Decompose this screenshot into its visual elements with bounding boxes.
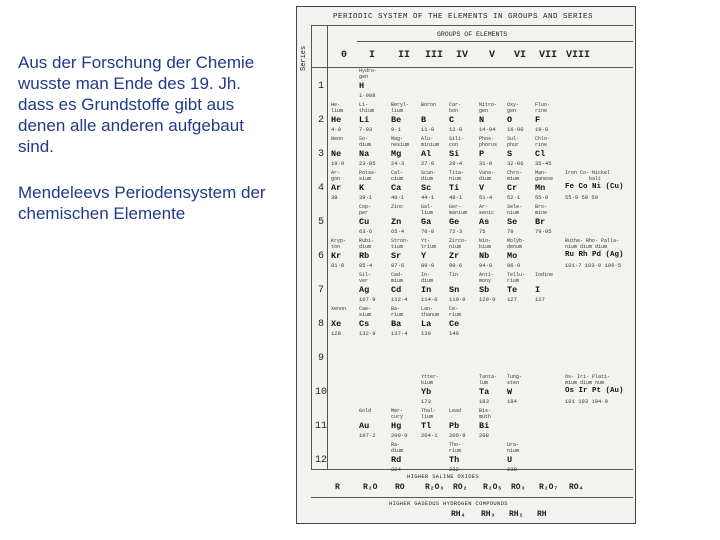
element-weight: 65·4 <box>391 228 405 235</box>
element-symbol: Ne <box>331 149 342 159</box>
element-name: Thal- lium <box>421 408 437 420</box>
element-name: Gold <box>359 408 372 414</box>
group8-symbols: Ru Rh Pd (Ag) <box>565 251 624 259</box>
element-name: Bro- mine <box>535 204 548 216</box>
element-weight: 35·45 <box>535 160 552 167</box>
element-weight: 85·4 <box>359 262 373 269</box>
element-symbol: Mo <box>507 251 518 261</box>
element-symbol: S <box>507 149 513 159</box>
element-symbol: Te <box>507 285 518 295</box>
element-symbol: V <box>479 183 485 193</box>
element-weight: 96·0 <box>507 262 521 269</box>
element-weight: 139 <box>421 330 431 337</box>
element-weight: 232 <box>449 466 459 473</box>
caption-paragraph: Mendeleevs Periodensystem der chemischen Elemente <box>18 183 266 223</box>
element-name: So- dium <box>359 136 372 148</box>
element-name: Yt- trium <box>421 238 437 250</box>
element-weight: 63·6 <box>359 228 373 235</box>
element-name: Mag- nesium <box>391 136 410 148</box>
element-name: Sili- con <box>449 136 465 148</box>
element-symbol: U <box>507 455 513 465</box>
element-symbol: K <box>359 183 365 193</box>
element-symbol: Zr <box>449 251 460 261</box>
element-symbol: Bi <box>479 421 490 431</box>
element-weight: 137·4 <box>391 330 408 337</box>
oxide-formula: R₂O₇ <box>539 483 559 492</box>
element-weight: 19·0 <box>535 126 549 133</box>
element-symbol: Cd <box>391 285 402 295</box>
element-weight: 224 <box>391 466 401 473</box>
element-symbol: Cs <box>359 319 370 329</box>
element-weight: 79·95 <box>535 228 552 235</box>
group8-weights: 191 193 194·9 <box>565 398 608 405</box>
element-symbol: H <box>359 81 365 91</box>
hydride-formula: RH <box>537 510 547 519</box>
series-vertical-label: Series <box>300 45 308 71</box>
element-name: Iodine <box>535 272 554 278</box>
element-weight: 79 <box>507 228 514 235</box>
table-title: PERIODIC SYSTEM OF THE ELEMENTS IN GROUPS AND SERIES <box>333 13 594 21</box>
hydride-formula: RH₃ <box>481 510 496 519</box>
element-weight: 72·3 <box>449 228 463 235</box>
element-symbol: Xe <box>331 319 342 329</box>
element-name: Ger- manium <box>449 204 468 216</box>
element-name: Stron- tium <box>391 238 410 250</box>
element-symbol: Cu <box>359 217 370 227</box>
oxide-formula: RO₄ <box>569 483 584 492</box>
element-weight: 14·04 <box>479 126 496 133</box>
element-weight: 127 <box>507 296 517 303</box>
element-weight: 23·05 <box>359 160 376 167</box>
series-number-3: 3 <box>317 149 324 160</box>
element-symbol: Ce <box>449 319 460 329</box>
element-weight: 184 <box>507 398 517 405</box>
element-symbol: W <box>507 387 513 397</box>
hydrogen-caption: HIGHER GASEOUS HYDROGEN COMPOUNDS <box>389 500 508 507</box>
series-number-9: 9 <box>317 353 324 364</box>
element-symbol: Al <box>421 149 432 159</box>
element-symbol: Hg <box>391 421 402 431</box>
element-weight: 24·3 <box>391 160 405 167</box>
element-symbol: Ag <box>359 285 370 295</box>
element-symbol: F <box>535 115 541 125</box>
element-weight: 70·0 <box>421 228 435 235</box>
element-name: Tanta- lum <box>479 374 498 386</box>
group-header-II: II <box>397 50 410 61</box>
group8-symbols: Os Ir Pt (Au) <box>565 387 624 395</box>
element-symbol: Pb <box>449 421 460 431</box>
element-name: Oxy- gen <box>507 102 520 114</box>
group-header-0: 0 <box>340 50 347 61</box>
element-name: Lan- thanum <box>421 306 440 318</box>
oxide-formula: RO₃ <box>511 483 526 492</box>
group-header-IV: IV <box>455 50 468 61</box>
element-weight: 1·008 <box>359 92 376 99</box>
element-weight: 28·4 <box>449 160 463 167</box>
element-name: Sele- nium <box>507 204 523 216</box>
element-weight: 51·4 <box>479 194 493 201</box>
element-symbol: Se <box>507 217 518 227</box>
element-name: Chlo- rine <box>535 136 551 148</box>
element-weight: 128 <box>331 330 341 337</box>
element-weight: 44·1 <box>421 194 435 201</box>
element-name: Mer- cury <box>391 408 404 420</box>
group8-names: Iron Co- Nickel balt <box>565 170 611 182</box>
element-weight: 208 <box>479 432 489 439</box>
element-weight: 140 <box>449 330 459 337</box>
groups-header: GROUPS OF ELEMENTS <box>437 31 508 38</box>
element-weight: 11·0 <box>421 126 435 133</box>
hydride-formula: RH₂ <box>509 510 524 519</box>
element-symbol: Tl <box>421 421 432 431</box>
element-name: Potas- sium <box>359 170 378 182</box>
element-weight: 119·0 <box>449 296 466 303</box>
group8-names: Ruthe- Rho- Palla- nium dium dium <box>565 238 620 250</box>
element-symbol: In <box>421 285 432 295</box>
element-weight: 114·0 <box>421 296 438 303</box>
element-weight: 120·0 <box>479 296 496 303</box>
element-name: Neon <box>331 136 344 142</box>
series-number-4: 4 <box>317 183 324 194</box>
element-name: Lead <box>449 408 462 414</box>
element-name: Sil- ver <box>359 272 372 284</box>
element-weight: 31·0 <box>479 160 493 167</box>
element-symbol: As <box>479 217 490 227</box>
element-name: Tellu- rium <box>507 272 526 284</box>
element-name: Ura- nium <box>507 442 520 454</box>
element-name: Nitro- gen <box>479 102 498 114</box>
series-number-1: 1 <box>317 81 324 92</box>
series-number-7: 7 <box>317 285 324 296</box>
grid-line-left <box>311 25 312 469</box>
oxide-formula: RO₂ <box>453 483 468 492</box>
element-name: Ytter- bium <box>421 374 440 386</box>
element-weight: 89·0 <box>421 262 435 269</box>
element-symbol: Au <box>359 421 370 431</box>
element-name: Ar- gon <box>331 170 341 182</box>
element-symbol: Si <box>449 149 460 159</box>
element-symbol: Sc <box>421 183 432 193</box>
element-name: Man- ganese <box>535 170 554 182</box>
element-name: Zinc <box>391 204 404 210</box>
element-weight: 55·0 <box>535 194 549 201</box>
intro-paragraph: Aus der Forschung der Chemie wusste man Ende des 19. Jh. dass es Grundstoffe gibt aus denen alle anderen aufgebaut sind. <box>18 53 255 156</box>
element-name: Kryp- ton <box>331 238 347 250</box>
element-name: Li- thium <box>359 102 375 114</box>
element-weight: 127 <box>535 296 545 303</box>
element-name: Beryl- lium <box>391 102 410 114</box>
group-header-V: V <box>488 50 495 61</box>
element-name: Tung- sten <box>507 374 523 386</box>
element-name: Cae- sium <box>359 306 372 318</box>
element-symbol: Y <box>421 251 427 261</box>
element-name: Tin <box>449 272 459 278</box>
element-symbol: Ta <box>479 387 490 397</box>
series-number-2: 2 <box>317 115 324 126</box>
element-name: Molyb- denum <box>507 238 526 250</box>
oxide-formula: R₂O <box>363 483 378 492</box>
element-symbol: Na <box>359 149 370 159</box>
element-weight: 9·1 <box>391 126 401 133</box>
group8-symbols: Fe Co Ni (Cu) <box>565 183 624 191</box>
element-symbol: Kr <box>331 251 342 261</box>
element-name: Bis- muth <box>479 408 492 420</box>
element-weight: 81·8 <box>331 262 345 269</box>
element-symbol: Be <box>391 115 402 125</box>
element-name: Tita- nium <box>449 170 465 182</box>
group-header-I: I <box>368 50 375 61</box>
element-name: Cal- cium <box>391 170 404 182</box>
element-weight: 239 <box>507 466 517 473</box>
element-name: Vana- dium <box>479 170 495 182</box>
element-symbol: He <box>331 115 342 125</box>
oxide-formula: R₂O₅ <box>483 483 503 492</box>
element-symbol: Zn <box>391 217 402 227</box>
element-weight: 27·0 <box>421 160 435 167</box>
series-number-10: 10 <box>314 387 327 398</box>
element-symbol: Ga <box>421 217 432 227</box>
element-weight: 112·4 <box>391 296 408 303</box>
oxide-formula: R <box>335 483 340 492</box>
element-name: Rubi- dium <box>359 238 375 250</box>
element-symbol: Rb <box>359 251 370 261</box>
element-weight: 16·00 <box>507 126 524 133</box>
group-header-VI: VI <box>513 50 526 61</box>
element-name: Zirco- nium <box>449 238 468 250</box>
element-name: Sul- phur <box>507 136 520 148</box>
element-symbol: Yb <box>421 387 432 397</box>
element-weight: 87·6 <box>391 262 405 269</box>
element-weight: 39·1 <box>359 194 373 201</box>
element-weight: 200·0 <box>391 432 408 439</box>
element-weight: 183 <box>479 398 489 405</box>
element-weight: 4·0 <box>331 126 341 133</box>
element-symbol: Ge <box>449 217 460 227</box>
element-weight: 52·1 <box>507 194 521 201</box>
element-name: Car- bon <box>449 102 462 114</box>
element-weight: 173 <box>421 398 431 405</box>
element-weight: 75 <box>479 228 486 235</box>
element-name: Tho- rium <box>449 442 462 454</box>
grid-line-top <box>311 25 633 26</box>
hydride-formula: RH₄ <box>451 510 466 519</box>
element-weight: 12·0 <box>449 126 463 133</box>
element-weight: 48·1 <box>449 194 463 201</box>
element-weight: 40·1 <box>391 194 405 201</box>
element-symbol: La <box>421 319 432 329</box>
grid-line-foot2 <box>311 497 633 498</box>
element-weight: 7·03 <box>359 126 373 133</box>
element-weight: 132·9 <box>359 330 376 337</box>
grid-line-foot <box>311 469 633 470</box>
group8-weights: 101·7 103·0 106·5 <box>565 262 622 269</box>
grid-line-groups <box>357 41 633 42</box>
element-name: Xenon <box>331 306 347 312</box>
group-header-VII: VII <box>538 50 557 61</box>
element-symbol: C <box>449 115 455 125</box>
element-weight: 204·1 <box>421 432 438 439</box>
oxide-formula: RO <box>395 483 405 492</box>
element-name: Ba- rium <box>391 306 404 318</box>
element-weight: 38 <box>331 194 338 201</box>
element-symbol: P <box>479 149 485 159</box>
group8-weights: 55·9 59 59 <box>565 194 599 201</box>
element-weight: 19·9 <box>331 160 345 167</box>
element-symbol: Mg <box>391 149 402 159</box>
element-symbol: Rd <box>391 455 402 465</box>
element-weight: 94·0 <box>479 262 493 269</box>
element-name: Cad- mium <box>391 272 404 284</box>
oxide-formula: R₂O₃ <box>425 483 445 492</box>
element-name: He- lium <box>331 102 344 114</box>
element-name: Phos- phorus <box>479 136 498 148</box>
element-name: Chro- mium <box>507 170 523 182</box>
element-weight: 90·6 <box>449 262 463 269</box>
series-number-6: 6 <box>317 251 324 262</box>
element-name: In- dium <box>421 272 434 284</box>
oxides-caption: HIGHER SALINE OXIDES <box>407 473 480 480</box>
element-symbol: Sr <box>391 251 402 261</box>
element-symbol: Mn <box>535 183 546 193</box>
element-symbol: B <box>421 115 427 125</box>
element-name: Cop- per <box>359 204 372 216</box>
element-name: Nio- bium <box>479 238 492 250</box>
element-symbol: Cl <box>535 149 546 159</box>
series-number-8: 8 <box>317 319 324 330</box>
element-symbol: Sn <box>449 285 460 295</box>
element-symbol: Li <box>359 115 370 125</box>
element-name: Alu- minium <box>421 136 440 148</box>
element-symbol: Nb <box>479 251 490 261</box>
element-name: Ra- dium <box>391 442 404 454</box>
element-symbol: Ba <box>391 319 402 329</box>
element-symbol: N <box>479 115 485 125</box>
element-symbol: O <box>507 115 513 125</box>
element-weight: 197·2 <box>359 432 376 439</box>
element-name: Gal- lium <box>421 204 434 216</box>
element-symbol: Ti <box>449 183 460 193</box>
group8-names: Os- Iri- Plati- mium dium num <box>565 374 611 386</box>
element-weight: 206·9 <box>449 432 466 439</box>
series-number-11: 11 <box>314 421 327 432</box>
group-header-VIII: VIII <box>565 50 590 61</box>
series-number-12: 12 <box>314 455 327 466</box>
element-symbol: Th <box>449 455 460 465</box>
element-name: Scan- dium <box>421 170 437 182</box>
element-symbol: Sb <box>479 285 490 295</box>
element-name: Boron <box>421 102 437 108</box>
element-name: Hydro- gen <box>359 68 378 80</box>
element-name: Fluo- rine <box>535 102 551 114</box>
series-number-5: 5 <box>317 217 324 228</box>
element-name: Ce- rium <box>449 306 462 318</box>
element-symbol: Cr <box>507 183 518 193</box>
element-symbol: Ar <box>331 183 342 193</box>
element-symbol: Br <box>535 217 546 227</box>
mendeleev-periodic-table-image <box>296 6 636 524</box>
element-weight: 107·9 <box>359 296 376 303</box>
element-name: Anti- mony <box>479 272 495 284</box>
group-header-III: III <box>424 50 443 61</box>
element-weight: 32·06 <box>507 160 524 167</box>
element-name: Ar- senic <box>479 204 495 216</box>
element-symbol: Ca <box>391 183 402 193</box>
element-symbol: I <box>535 285 541 295</box>
